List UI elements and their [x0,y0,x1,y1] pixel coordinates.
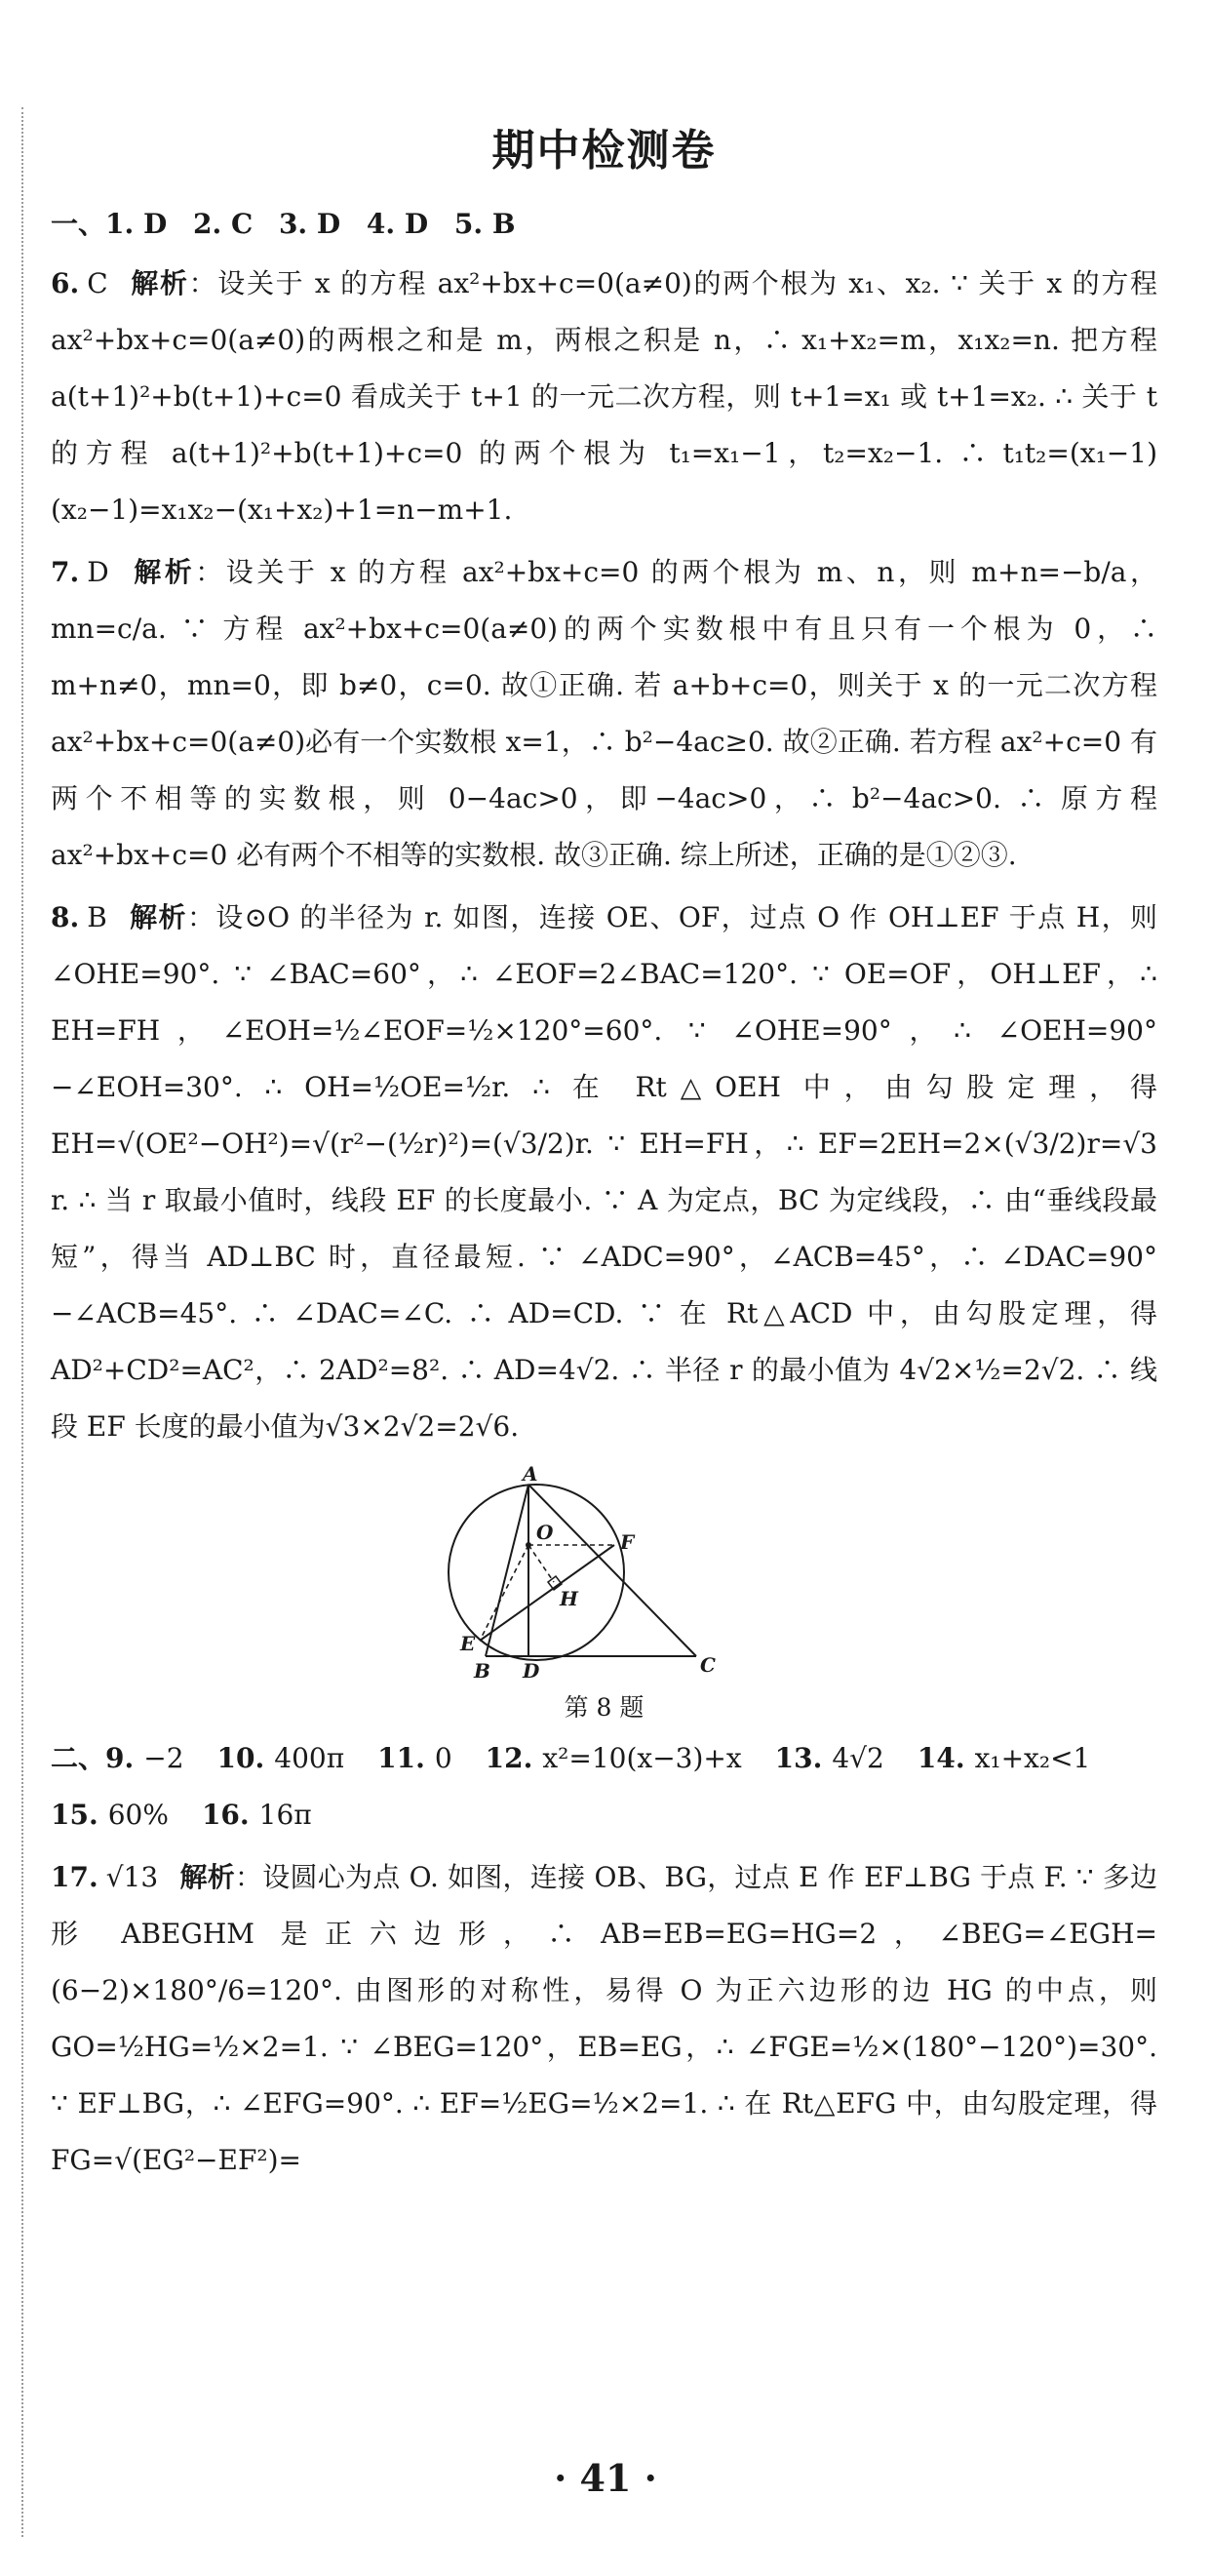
section-2-label: 二、 [51,1742,106,1774]
segment-oh [528,1545,554,1582]
label-a: A [522,1465,538,1486]
problem-8 [51,890,1157,1455]
choice-answer: 2. C [192,208,254,240]
segment-ef [480,1545,614,1641]
fill-number: 16. [201,1799,250,1831]
label-o: O [535,1521,553,1544]
fill-value: 0 [434,1742,452,1774]
problem-answer: B [87,901,107,933]
problem-number: 8. [51,901,80,933]
fill-number: 15. [51,1799,98,1831]
problem-answer: D [87,556,109,588]
label-b: B [473,1659,490,1683]
choice-answer: 3. D [278,208,341,240]
analysis-text: ：设圆心为点 O. 如图，连接 OB、BG，过点 E 作 EF⊥BG 于点 F. ∵ 多边形 ABEGHM 是正六边形，∴ AB=EB=EG=HG=2，∠BEG=∠EGH=(6−2)×180°/6=120°. 由图形的对称性，易得 O 为正六边形的边 HG 的中点，则 GO=½HG=½×2=1. ∵ ∠BEG=120°，EB=EG，∴ ∠FGE=½×(180°−120°)=30°. ∵ EF⊥BG，∴ ∠EFG=90°. ∴ EF=½EG=½×2=1. ∴ 在 Rt△EFG 中，由勾股定理，得 FG=√(EG²−EF²)= [51,1861,1157,2176]
fill-number: 11. [377,1742,425,1774]
fill-answer [105,1742,184,1774]
section-1-choice-answers [51,199,1157,250]
figure-problem-8 [400,1465,809,1724]
section-2-fill-answers [51,1730,1157,1843]
fill-value: 4√2 [832,1742,884,1774]
problem-17 [51,1849,1157,2189]
center-point [526,1542,531,1548]
problem-answer: C [87,267,108,299]
fill-value: 60% [107,1799,169,1831]
fill-answer [775,1742,884,1774]
figure-caption: 第 8 题 [564,1693,645,1722]
fill-answer [377,1742,452,1774]
choice-answer: 1. D [105,208,168,240]
problem-number: 7. [51,556,80,588]
segment-ab [486,1485,528,1656]
fill-number: 9. [105,1742,135,1774]
label-f: F [619,1530,634,1554]
analysis-tag: 解析 [128,901,187,933]
analysis-text: ：设关于 x 的方程 ax²+bx+c=0 的两个根为 m、n，则 m+n=−b/a，mn=c/a. ∵ 方程 ax²+bx+c=0(a≠0)的两个实数根中有且只有一个根为 0，∴ m+n≠0，mn=0，即 b≠0，c=0. 故①正确. 若 a+b+c=0，则关于 x 的一元二次方程 ax²+bx+c=0(a≠0)必有一个实数根 x=1，∴ b²−4ac≥0. 故②正确. 若方程 ax²+c=0 有两个不相等的实数根，则 0−4ac>0，即−4ac>0，∴ b²−4ac>0. ∴ 原方程 ax²+bx+c=0 必有两个不相等的实数根. 故③正确. 综上所述，正确的是①②③. [51,556,1157,871]
fill-value: 400π [274,1742,345,1774]
analysis-tag: 解析 [129,267,189,299]
problem-number: 6. [51,267,80,299]
margin-dotted-rule [21,107,23,2537]
choice-answer: 4. D [366,208,429,240]
page-number: · 41 · [554,2456,657,2500]
label-c: C [699,1653,716,1677]
analysis-tag: 解析 [130,556,196,588]
fill-number: 13. [774,1742,823,1774]
choice-answer: 5. B [453,208,516,240]
problem-6 [51,256,1157,538]
fill-answer [486,1742,742,1774]
page-title: 期中检测卷 [491,126,717,176]
fill-value: 16π [258,1799,312,1831]
fill-value: −2 [143,1742,184,1774]
section-1-label: 一、 [51,208,106,240]
label-d: D [522,1659,539,1683]
answer-page [51,115,1157,2189]
geometry-diagram [439,1465,770,1689]
fill-answer [202,1799,312,1831]
label-h: H [559,1587,578,1610]
fill-answer [217,1742,345,1774]
analysis-text: ：设⊙O 的半径为 r. 如图，连接 OE、OF，过点 O 作 OH⊥EF 于点 H，则∠OHE=90°. ∵ ∠BAC=60°，∴ ∠EOF=2∠BAC=120°. ∵ OE=OF，OH⊥EF，∴ EH=FH，∠EOH=½∠EOF=½×120°=60°. ∵ ∠OHE=90°，∴ ∠OEH=90°−∠EOH=30°. ∴ OH=½OE=½r. ∴ 在 Rt△OEH 中，由勾股定理，得 EH=√(OE²−OH²)=√(r²−(½r)²)=(√3/2)r. ∵ EH=FH，∴ EF=2EH=2×(√3/2)r=√3 r. ∴ 当 r 取最小值时，线段 EF 的长度最小. ∵ A 为定点，BC 为定线段，∴ 由“垂线段最短”，得当 AD⊥BC 时，直径最短. ∵ ∠ADC=90°，∠ACB=45°，∴ ∠DAC=90°−∠ACB=45°. ∴ ∠DAC=∠C. ∴ AD=CD. ∵ 在 Rt△ACD 中，由勾股定理，得 AD²+CD²=AC²，∴ 2AD²=8². ∴ AD=4√2. ∴ 半径 r 的最小值为 4√2×½=2√2. ∴ 线段 EF 长度的最小值为√3×2√2=2√6. [51,901,1157,1443]
problem-answer: √13 [105,1861,159,1893]
fill-answer [918,1742,1091,1774]
fill-value: x₁+x₂<1 [974,1742,1091,1774]
fill-answer [51,1799,169,1831]
problem-7 [51,544,1157,884]
fill-number: 10. [216,1742,265,1774]
segment-ac [528,1485,696,1656]
analysis-tag: 解析 [179,1861,235,1893]
fill-number: 12. [485,1742,533,1774]
fill-value: x²=10(x−3)+x [542,1742,742,1774]
analysis-text: ：设关于 x 的方程 ax²+bx+c=0(a≠0)的两个根为 x₁、x₂. ∵ 关于 x 的方程 ax²+bx+c=0(a≠0)的两根之和是 m，两根之积是 n，∴ x₁+x₂=m，x₁x₂=n. 把方程 a(t+1)²+b(t+1)+c=0 看成关于 t+1 的一元二次方程，则 t+1=x₁ 或 t+1=x₂. ∴ 关于 t 的方程 a(t+1)²+b(t+1)+c=0 的两个根为 t₁=x₁−1，t₂=x₂−1. ∴ t₁t₂=(x₁−1)(x₂−1)=x₁x₂−(x₁+x₂)+1=n−m+1. [51,267,1157,526]
fill-number: 14. [917,1742,965,1774]
problem-number: 17. [51,1861,98,1893]
segment-oe [480,1545,528,1641]
label-e: E [459,1632,475,1655]
